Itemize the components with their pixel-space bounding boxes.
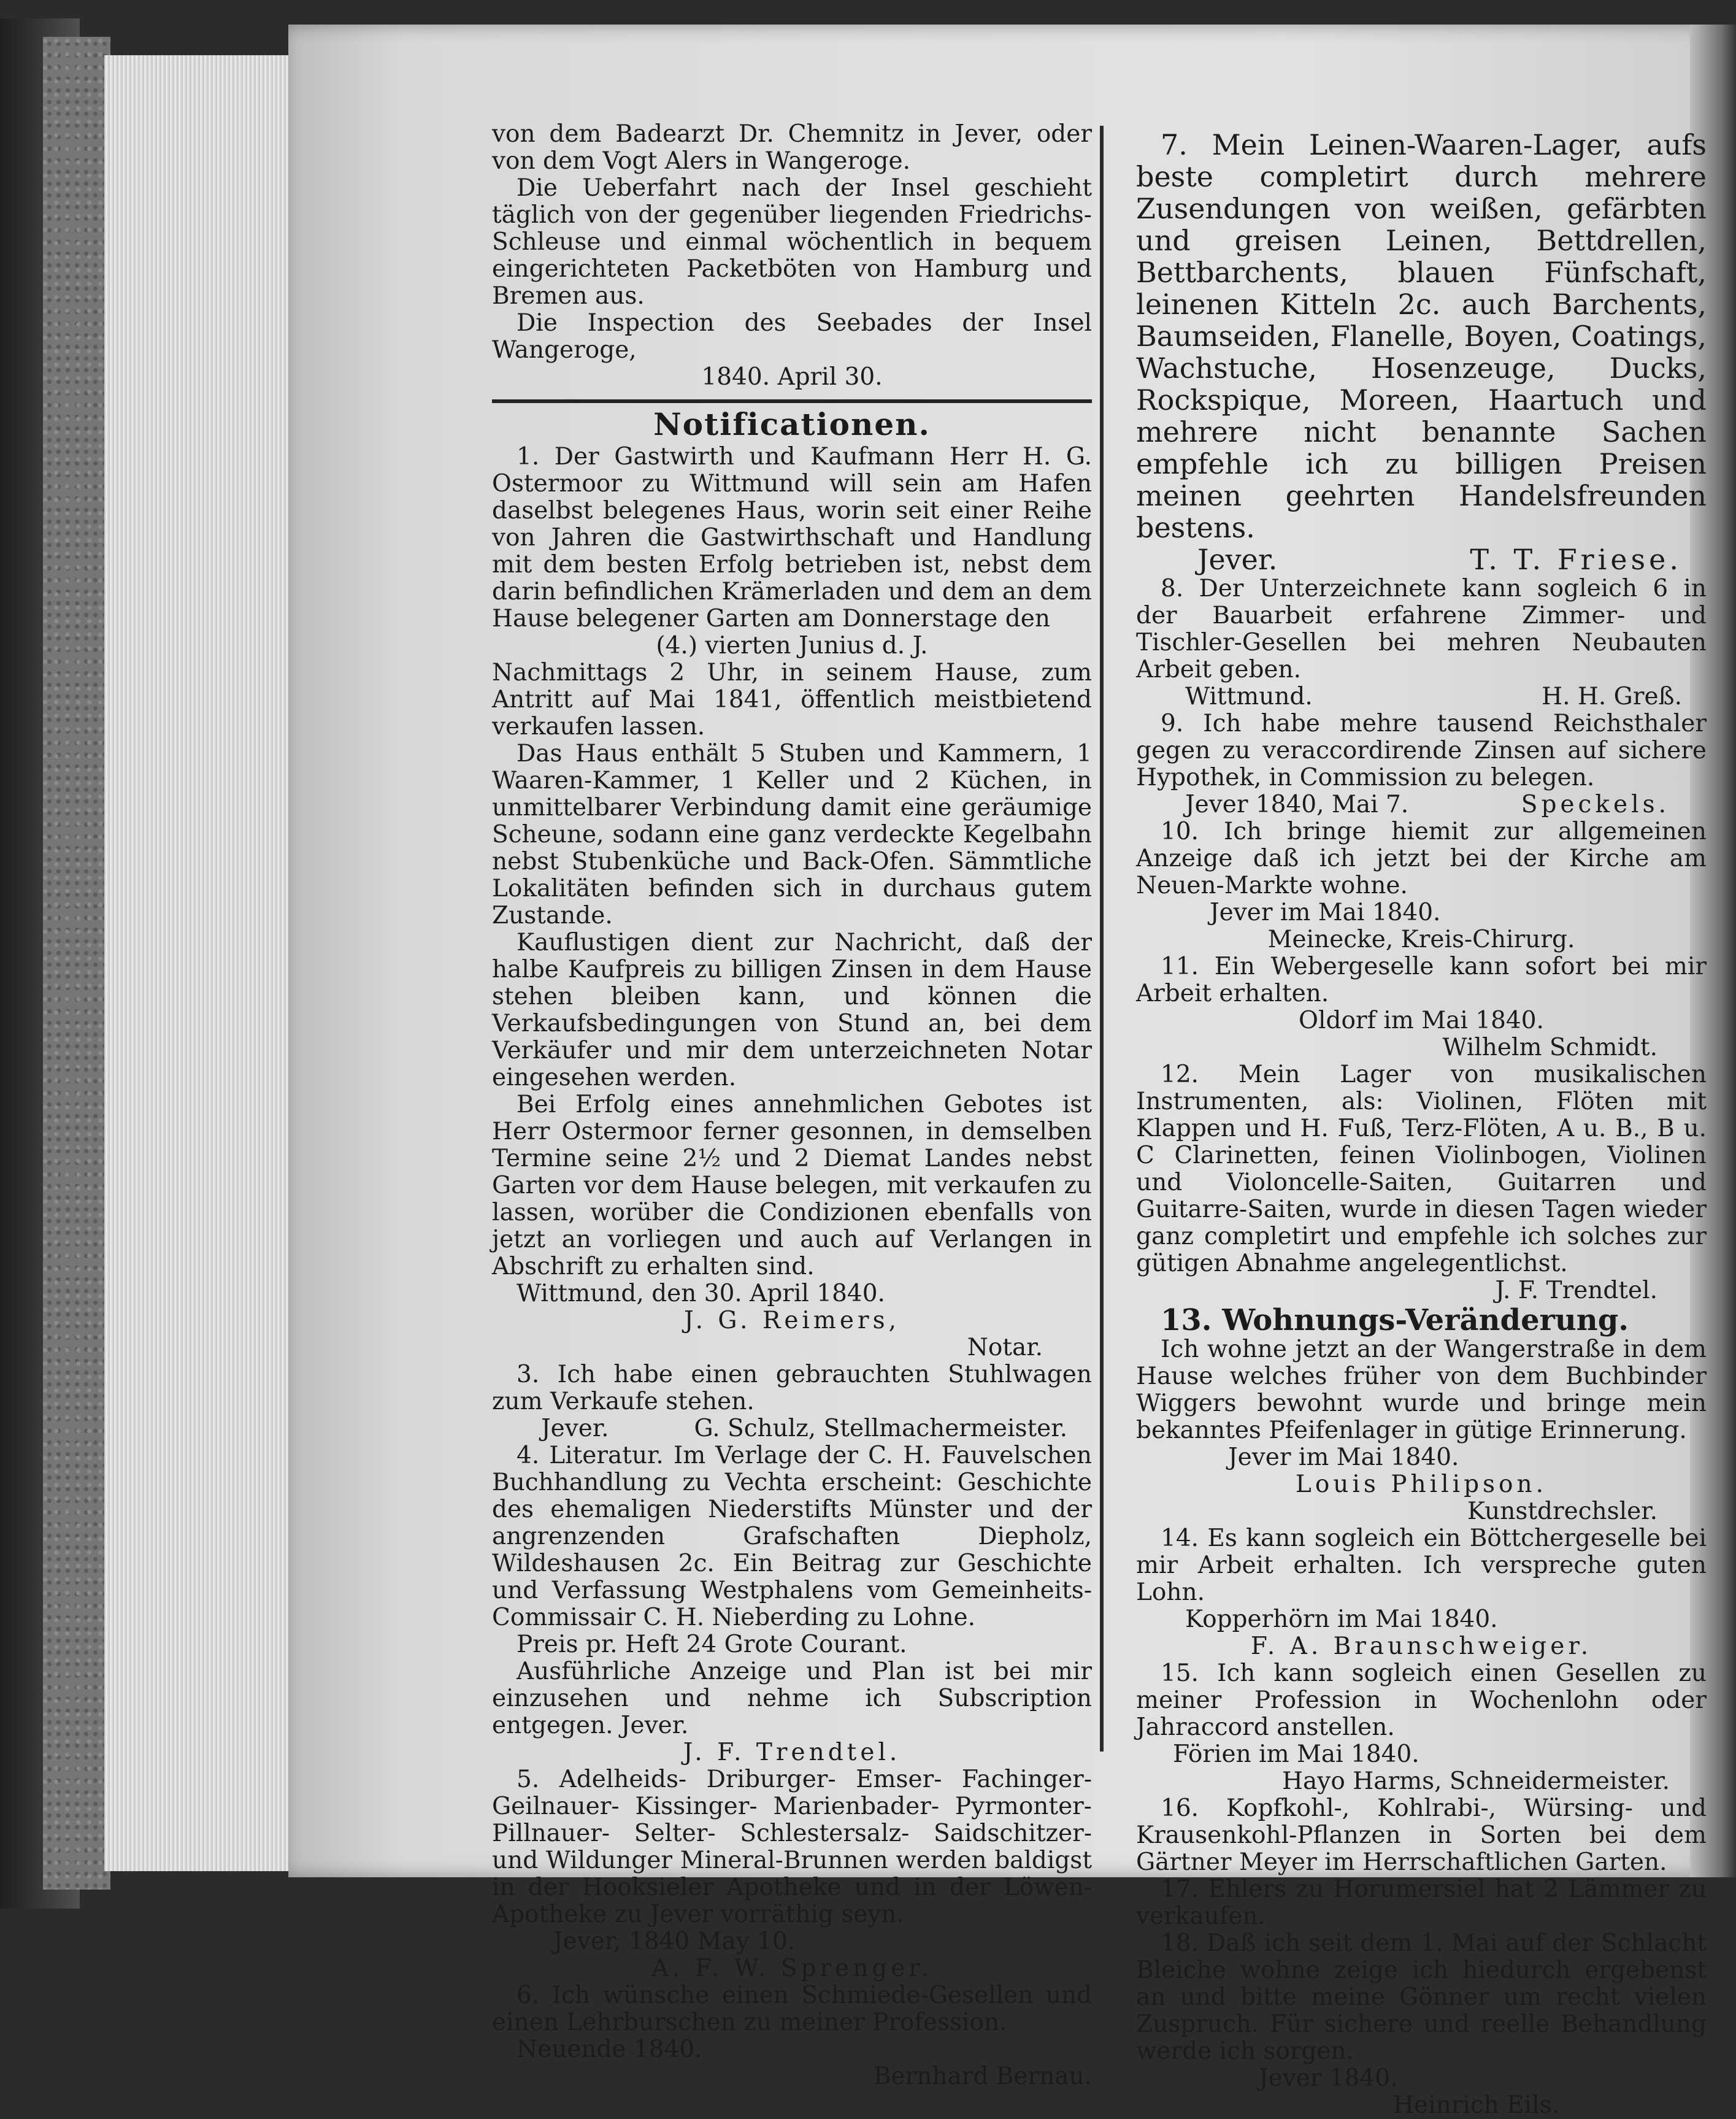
notice-14-place: Kopperhörn im Mai 1840. <box>1185 1606 1498 1633</box>
notice-4-signature: J. F. Trendtel. <box>683 1739 901 1766</box>
notice-1: 1. Der Gastwirth und Kaufmann Herr H. G. Ostermoor zu Wittmund will sein am Hafen daselbst belegenes Haus, worin seit einer Reihe von Jahren die Gastwirthschaft und Handlung mit dem besten Erfolg betrieben ist, nebst dem darin befindlichen Krämerladen und dem an dem Hause belegener Garten am Donnerstage den <box>492 443 1092 633</box>
marbled-cover <box>43 37 110 1890</box>
notice-10-signature: Meinecke, Kreis-Chirurg. <box>1267 926 1575 953</box>
intro-text: von dem Badearzt Dr. Chemnitz in Jever, oder von dem Vogt Alers in Wangeroge. <box>492 120 1092 175</box>
notice-7: 7. Mein Leinen-Waaren-Lager, aufs beste completirt durch mehrere Zusendungen von weißen, gefärbten und greisen Leinen, Bettdrellen, Bettbarchents, blauen Fünfschaft, leinenen Kitteln 2c. auch Barchents, Baumseiden, Flanelle, Boyen, Coatings, Wachstuche, Hosenzeuge, Ducks, Rockspique, Moreen, Haartuch und mehrere nicht benannte Sachen empfehle ich zu billigen Preisen meinen geehrten Handelsfreunden bestens. <box>1136 128 1707 544</box>
notice-5-place: Jever, 1840 May 10. <box>553 1928 796 1955</box>
notice-8-place: Wittmund. <box>1185 683 1313 710</box>
notice-3: 3. Ich habe einen gebrauchten Stuhlwagen zum Verkaufe stehen. <box>492 1361 1092 1415</box>
notice-1-signature: J. G. Reimers, <box>684 1307 900 1334</box>
notice-9-signature: Speckels. <box>1521 791 1670 818</box>
notice-11: 11. Ein Webergeselle kann sofort bei mir Arbeit erhalten. <box>1136 953 1707 1007</box>
notice-1-text: Kauflustigen dient zur Nachricht, daß der halbe Kaufpreis zu billigen Zinsen in dem Hause stehen bleiben kann, und können die Verkaufsbedingungen von Stund an, bei dem Verkäufer und mir dem unterzeichneten Notar eingesehen werden. <box>492 929 1092 1091</box>
notice-3-footer <box>492 1415 1092 1442</box>
notice-13-heading: 13. Wohnungs-Veränderung. <box>1161 1303 1629 1337</box>
notice-8-footer <box>1136 683 1707 710</box>
notice-3-place: Jever. <box>541 1415 609 1442</box>
notice-16: 16. Kopfkohl-, Kohlrabi-, Würsing- und Krausenkohl-Pflanzen in Sorten bei dem Gärtner Meyer im Herrschaftlichen Garten. <box>1136 1794 1707 1876</box>
column-divider <box>1100 126 1104 1752</box>
notice-7-signature: T. T. Friese. <box>1470 543 1682 576</box>
section-rule <box>492 399 1092 403</box>
notice-1-place: Wittmund, den 30. April 1840. <box>517 1280 885 1307</box>
notice-15-place: Förien im Mai 1840. <box>1173 1740 1419 1768</box>
notice-11-signature: Wilhelm Schmidt. <box>1442 1034 1657 1061</box>
notice-1-text: Das Haus enthält 5 Stuben und Kammern, 1 Waaren-Kammer, 1 Keller und 2 Küchen, in unmittelbarer Verbindung damit eine geräumige Scheune, sodann eine ganz verdeckte Kegelbahn nebst Stubenküche und Back-Ofen. Sämmtliche Lokalitäten befinden sich in durchaus gutem Zustande. <box>492 740 1092 929</box>
notice-5: 5. Adelheids- Driburger- Emser- Fachinger- Geilnauer- Kissinger- Marienbader- Pyrmonter- Pillnauer- Selter- Schlestersalz- Saidschitzer- und Wildunger Mineral-Brunnen werden baldigst in der Hooksieler Apotheke und in der Löwen-Apotheke zu Jever vorräthig seyn. <box>492 1766 1092 1928</box>
notice-12-signature: J. F. Trendtel. <box>1495 1277 1657 1304</box>
notice-1-text: Nachmittags 2 Uhr, in seinem Hause, zum Antritt auf Mai 1841, öffentlich meistbietend verkaufen lassen. <box>492 659 1092 740</box>
intro-text: Die Ueberfahrt nach der Insel geschieht täglich von der gegenüber liegenden Friedrichs-Schleuse und einmal wöchentlich in bequem eingerichteten Packetböten von Hamburg und Bremen aus. <box>492 174 1092 310</box>
notice-15-signature: Hayo Harms, Schneidermeister. <box>1282 1767 1670 1795</box>
notice-10: 10. Ich bringe hiemit zur allgemeinen Anzeige daß ich jetzt bei der Kirche am Neuen-Markte wohne. <box>1136 818 1707 899</box>
notice-18-signature: Heinrich Eils. <box>1393 2091 1559 2119</box>
notice-13-place: Jever im Mai 1840. <box>1228 1444 1459 1471</box>
notice-12: 12. Mein Lager von musikalischen Instrumenten, als: Violinen, Flöten mit Klappen und H. Fuß, Terz-Flöten, A u. B., B u. C Clarinetten, feinen Violinbogen, Violinen und Violoncelle-Saiten, Guitarren und Guitarre-Saiten, wurde in diesen Tagen wieder ganz completirt und empfehle ich solches zur gütigen Abnahme angelegentlichst. <box>1136 1061 1707 1277</box>
right-column <box>1136 129 1707 2119</box>
left-column <box>492 121 1092 2090</box>
notice-4-text: Ausführliche Anzeige und Plan ist bei mir einzusehen und nehme ich Subscription entgegen. Jever. <box>492 1658 1092 1739</box>
notice-17: 17. Ehlers zu Horumersiel hat 2 Lämmer zu verkaufen. <box>1136 1875 1707 1930</box>
notice-7-footer <box>1136 544 1707 575</box>
notice-6-signature: Bernhard Bernau. <box>873 2063 1092 2090</box>
notice-14: 14. Es kann sogleich ein Böttchergeselle bei mir Arbeit erhalten. Ich verspreche guten Lohn. <box>1136 1525 1707 1606</box>
notice-13-signature: Louis Philipson. <box>1295 1471 1548 1498</box>
notice-9: 9. Ich habe mehre tausend Reichsthaler gegen zu veraccordirende Zinsen auf sichere Hypothek, in Commission zu belegen. <box>1136 710 1707 791</box>
notice-8-signature: H. H. Greß. <box>1542 683 1682 710</box>
notice-18: 18. Daß ich seit dem 1. Mai auf der Schlacht Bleiche wohne zeige ich hiedurch ergebenst an und bitte meine Gönner um recht vielen Zuspruch. Für sichere und reelle Behandlung werde ich sorgen. <box>1136 1929 1707 2065</box>
notice-6: 6. Ich wünsche einen Schmiede-Gesellen und einen Lehrburschen zu meiner Profession. <box>492 1982 1092 2036</box>
intro-date: 1840. April 30. <box>701 363 883 391</box>
notice-6-place: Neuende 1840. <box>517 2036 702 2063</box>
notice-13: Ich wohne jetzt an der Wangerstraße in dem Hause welches früher von dem Buchbinder Wiggers bewohnt wurde und bringe mein bekanntes Pfeifenlager in gütige Erinnerung. <box>1136 1336 1707 1444</box>
notice-1-title: Notar. <box>967 1334 1043 1361</box>
notice-14-signature: F. A. Braunschweiger. <box>1250 1633 1592 1660</box>
notice-11-place: Oldorf im Mai 1840. <box>1299 1007 1544 1034</box>
notice-3-signature: G. Schulz, Stellmachermeister. <box>694 1415 1067 1442</box>
notice-7-place: Jever. <box>1197 543 1278 576</box>
notice-8: 8. Der Unterzeichnete kann sogleich 6 in der Bauarbeit erfahrene Zimmer- und Tischler-Gesellen bei mehren Neubauten Arbeit geben. <box>1136 575 1707 683</box>
intro-signature: Die Inspection des Seebades der Insel Wangeroge, <box>492 309 1092 364</box>
notice-10-place: Jever im Mai 1840. <box>1210 899 1441 926</box>
notice-1-date: (4.) vierten Junius d. J. <box>656 632 928 660</box>
notice-15: 15. Ich kann sogleich einen Gesellen zu meiner Profession in Wochenlohn oder Jahraccord anstellen. <box>1136 1659 1707 1741</box>
notice-5-signature: A. F. W. Sprenger. <box>651 1955 933 1982</box>
notice-13-title: Kunstdrechsler. <box>1467 1498 1657 1525</box>
notice-9-place: Jever 1840, Mai 7. <box>1185 791 1409 818</box>
notice-4-price: Preis pr. Heft 24 Grote Courant. <box>517 1631 907 1658</box>
section-heading: Notificationen. <box>653 406 931 442</box>
notice-4: 4. Literatur. Im Verlage der C. H. Fauvelschen Buchhandlung zu Vechta erscheint: Geschichte des ehemaligen Niederstifts Münster und der angrenzenden Grafschaften Diepholz, Wildeshausen 2c. Ein Beitrag zur Geschichte und Verfassung Westphalens vom Gemeinheits-Commissair C. H. Nieberding zu Lohne. <box>492 1442 1092 1631</box>
notice-1-text: Bei Erfolg eines annehmlichen Gebotes ist Herr Ostermoor ferner gesonnen, in demselben Termine seine 2½ und 2 Diemat Landes nebst Garten vor dem Hause belegen, mit verkaufen zu lassen, worüber die Condizionen ebenfalls von jetzt an vorliegen und auch auf Verlangen in Abschrift zu erhalten sind. <box>492 1091 1092 1280</box>
notice-18-place: Jever 1840. <box>1259 2064 1398 2092</box>
